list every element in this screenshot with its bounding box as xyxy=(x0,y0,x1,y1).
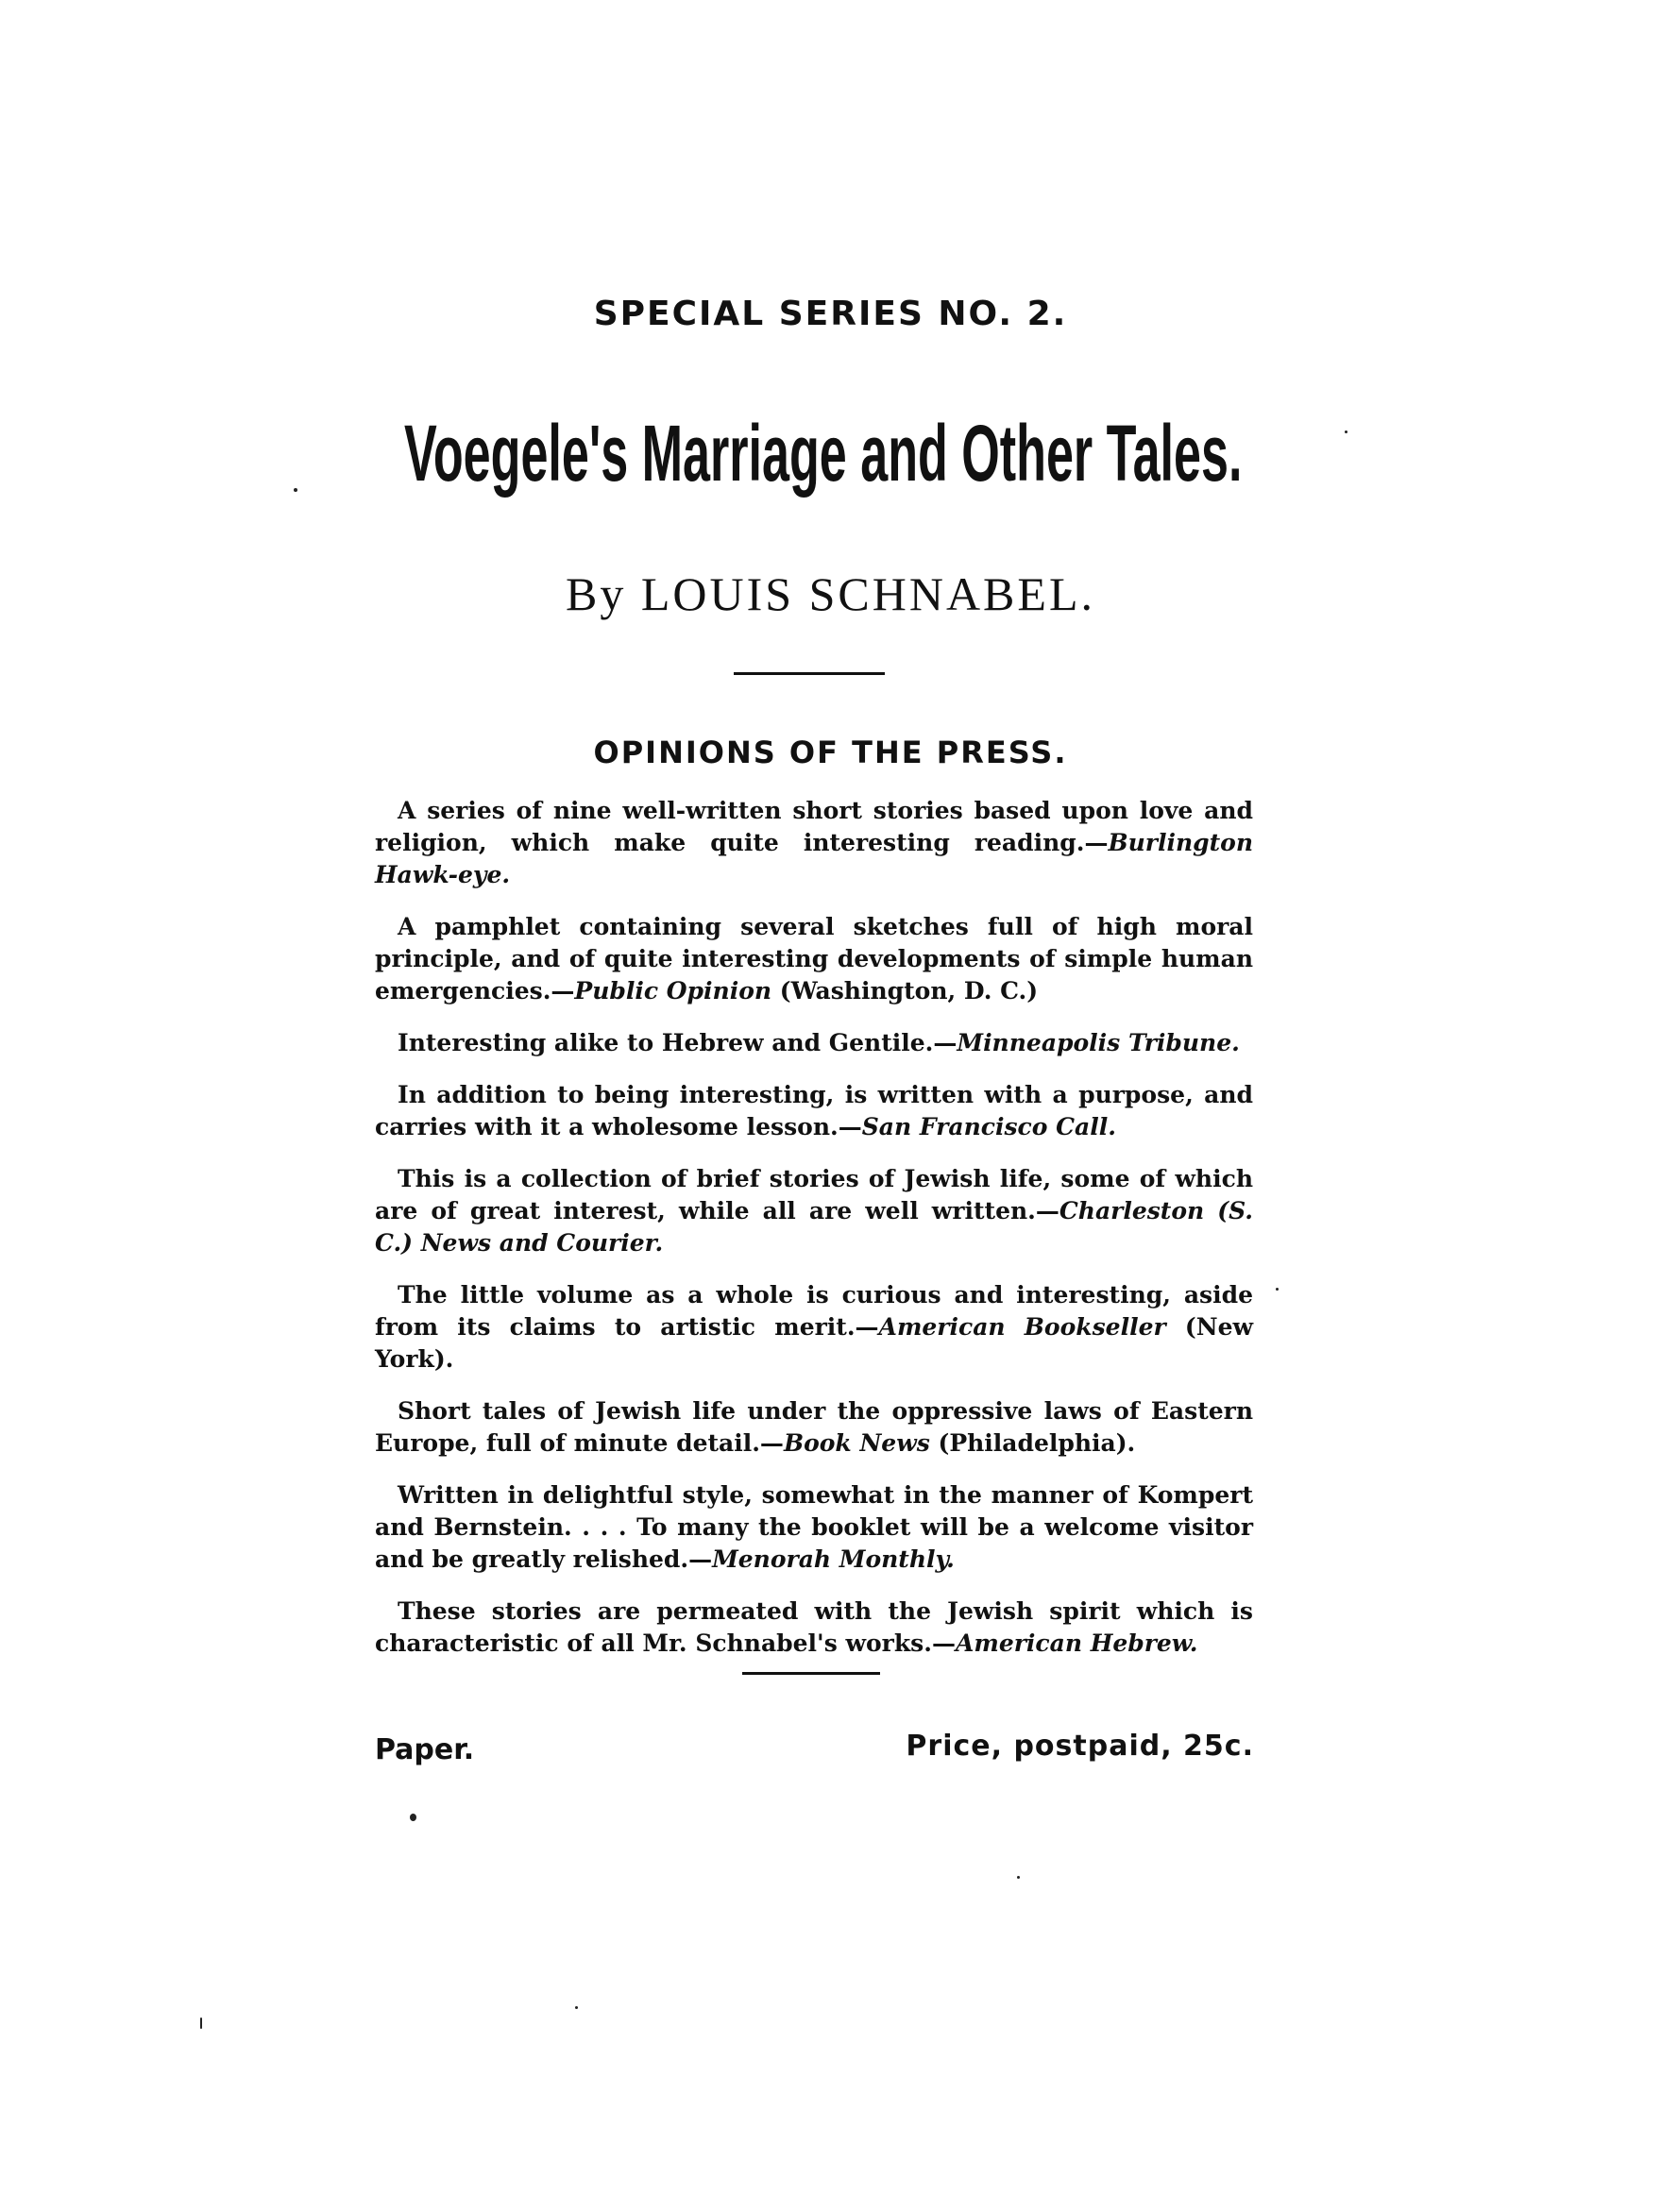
press-opinions xyxy=(375,795,1253,1680)
press-heading: OPINIONS OF THE PRESS. xyxy=(593,735,1068,770)
opinion-source: Public Opinion xyxy=(574,977,772,1005)
press-opinion xyxy=(375,1279,1253,1376)
scan-speck xyxy=(1276,1288,1279,1291)
opinion-text: A series of nine well-written short stories based upon love and religion, which make quite interesting reading.— xyxy=(375,797,1253,856)
book-title: Voegele's Marriage and Other Tales. xyxy=(403,409,1243,498)
divider-rule-bottom xyxy=(742,1672,880,1675)
press-opinion xyxy=(375,1596,1253,1660)
opinion-source-suffix: (Philadelphia). xyxy=(929,1429,1136,1457)
opinion-text: In addition to being interesting, is written with a purpose, and carries with it a wholesome lesson.— xyxy=(375,1081,1253,1140)
opinion-text: These stories are permeated with the Jewish spirit which is characteristic of all Mr. Schnabel's works.— xyxy=(375,1597,1253,1657)
opinion-source-suffix: (New York). xyxy=(375,1313,1253,1373)
press-opinion xyxy=(375,1163,1253,1259)
opinion-source: San Francisco Call. xyxy=(861,1113,1116,1140)
opinion-source: Burlington Hawk-eye. xyxy=(375,829,1253,888)
scan-speck xyxy=(1345,431,1347,433)
opinion-text: Interesting alike to Hebrew and Gentile.— xyxy=(398,1029,958,1056)
opinion-text: Written in delightful style, somewhat in the manner of Kompert and Bernstein. . . . To many the booklet will be a welcome visitor and be greatly relished.— xyxy=(375,1481,1253,1573)
opinion-source: American Hebrew. xyxy=(955,1629,1198,1657)
opinion-source: Menorah Monthly. xyxy=(712,1545,955,1573)
press-opinion xyxy=(375,795,1253,891)
opinion-text: The little volume as a whole is curious and interesting, aside from its claims to artistic merit.— xyxy=(375,1281,1253,1341)
press-opinion xyxy=(375,911,1253,1007)
opinion-text: A pamphlet containing several sketches full of high moral principle, and of quite interesting developments of simple human emergencies.— xyxy=(375,913,1253,1005)
opinion-text: This is a collection of brief stories of Jewish life, some of which are of great interest, while all are well written.— xyxy=(375,1165,1253,1224)
price-label: Price, postpaid, 25c. xyxy=(906,1730,1254,1763)
divider-rule-top xyxy=(734,672,885,675)
press-opinion xyxy=(375,1079,1253,1143)
opinion-source-suffix: (Washington, D. C.) xyxy=(771,977,1039,1005)
opinion-source: Charleston (S. C.) News and Courier. xyxy=(375,1197,1253,1257)
author-line: By LOUIS SCHNABEL. xyxy=(566,567,1095,620)
press-opinion xyxy=(375,1027,1253,1059)
opinion-source: Book News xyxy=(783,1429,930,1457)
opinion-source: Minneapolis Tribune. xyxy=(957,1029,1240,1056)
press-opinion xyxy=(375,1395,1253,1460)
scan-speck xyxy=(575,2006,578,2009)
press-opinion xyxy=(375,1479,1253,1576)
series-label: SPECIAL SERIES NO. 2. xyxy=(593,295,1068,333)
scan-speck xyxy=(294,488,297,492)
scan-speck xyxy=(410,1814,416,1821)
scan-speck xyxy=(200,2018,202,2029)
format-label: Paper. xyxy=(375,1733,475,1766)
opinion-text: Short tales of Jewish life under the oppressive laws of Eastern Europe, full of minute detail.— xyxy=(375,1397,1253,1457)
scan-speck xyxy=(1017,1876,1020,1879)
opinion-source: American Bookseller xyxy=(878,1313,1166,1341)
